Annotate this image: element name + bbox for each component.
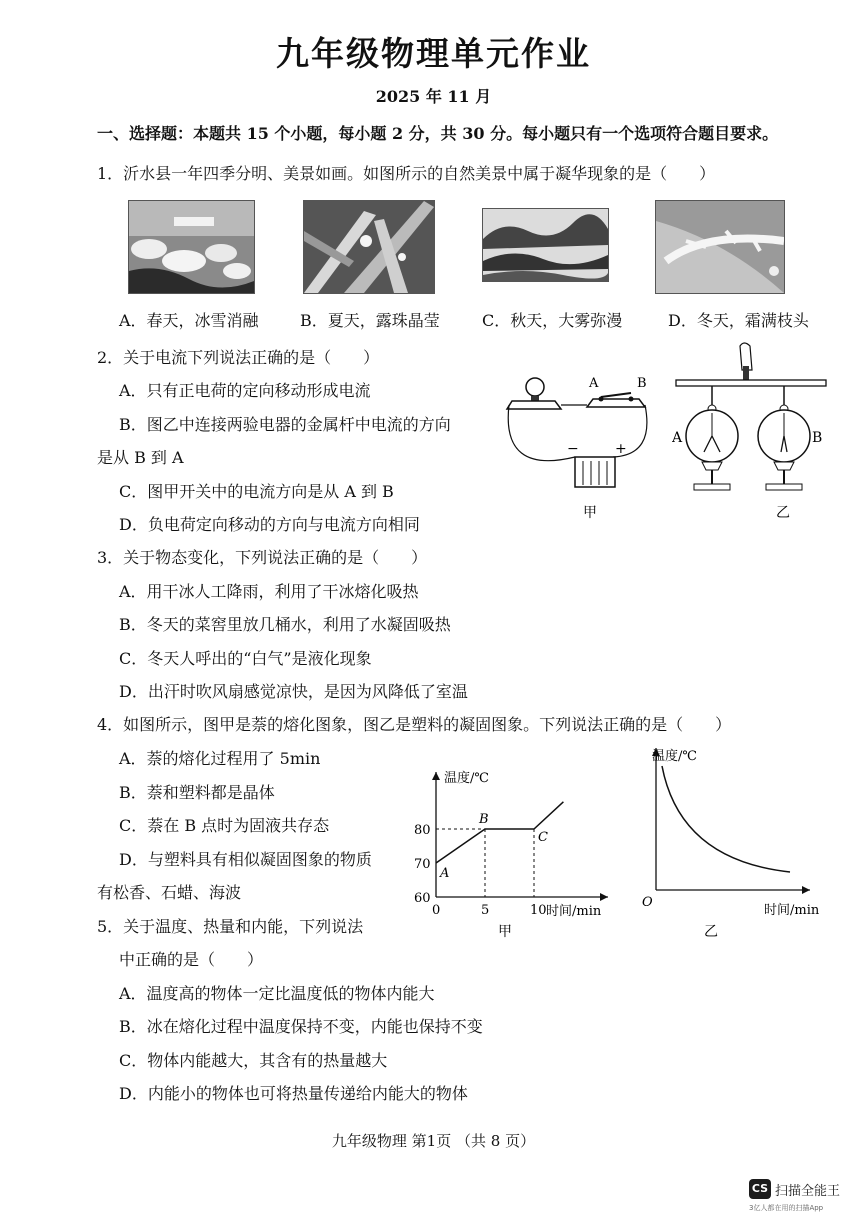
switch-label-b: B: [637, 376, 647, 391]
chart-yi-caption: 乙: [704, 924, 718, 940]
q2-option-b-line2: 是从 B 到 A: [97, 448, 184, 467]
chart-jia-caption: 甲: [498, 924, 512, 940]
electroscope-b: [758, 386, 810, 490]
scanner-watermark: [749, 1179, 849, 1219]
figure-yi-caption: 乙: [776, 505, 790, 521]
q4-stem: 4．如图所示，图甲是萘的熔化图象，图乙是塑料的凝固图象。下列说法正确的是（ ）: [97, 715, 732, 734]
q4-option-d-line2: 有松香、石蜡、海波: [97, 883, 242, 902]
point-label-a: A: [440, 866, 450, 881]
q5-stem-line2: 中正确的是（ ）: [119, 950, 264, 969]
point-label-b: B: [479, 812, 489, 827]
q1-photo-b: [303, 200, 435, 294]
q3-option-a: A．用干冰人工降雨，利用了干冰熔化吸热: [119, 582, 419, 601]
q4-option-c: C．萘在 B 点时为固液共存态: [119, 816, 330, 835]
dew-drops-image: [304, 201, 434, 293]
q3-option-b: B．冬天的菜窖里放几桶水，利用了水凝固吸热: [119, 615, 451, 634]
x-tick-label: 0: [432, 903, 441, 918]
battery-plus-label: +: [615, 441, 627, 457]
q2-circuit-figure: [505, 365, 665, 535]
bulb-icon: [507, 378, 561, 409]
q2-option-a: A．只有正电荷的定向移动形成电流: [119, 381, 371, 400]
q1-photo-c: [482, 208, 609, 282]
battery-icon: [575, 457, 615, 487]
y-tick-label: 70: [414, 857, 431, 872]
q2-stem: 2．关于电流下列说法正确的是（ ）: [97, 348, 380, 367]
origin-label: O: [642, 895, 653, 910]
q1-option-a: A．春天，冰雪消融: [119, 311, 259, 330]
ice-melting-image: [129, 201, 254, 293]
section-heading: 一、选择题：本题共 15 个小题，每小题 2 分，共 30 分。每小题只有一个选项符合题目要求。: [97, 124, 779, 143]
watermark-name: 扫描全能王: [775, 1184, 841, 1199]
fog-mountains-image: [483, 209, 608, 281]
x-tick-label: 10: [530, 903, 547, 918]
x-axis-label: 时间/min: [764, 903, 820, 918]
q1-photo-d: [655, 200, 785, 294]
electroscope-label-a: A: [672, 430, 683, 446]
q3-option-c: C．冬天人呼出的“白气”是液化现象: [119, 649, 372, 668]
y-tick-label: 60: [414, 891, 431, 906]
naphthalene-melting-chart: [410, 760, 625, 945]
q1-option-d: D．冬天，霜满枝头: [668, 311, 809, 330]
y-tick-label: 80: [414, 823, 431, 838]
q2-option-d: D．负电荷定向移动的方向与电流方向相同: [119, 515, 420, 534]
page-footer: 九年级物理 第1页 （共 8 页）: [331, 1132, 536, 1150]
q3-stem: 3．关于物态变化，下列说法正确的是（ ）: [97, 548, 428, 567]
watermark-slogan: 3亿人都在用的扫描App: [749, 1204, 824, 1212]
cs-logo-icon: CS: [749, 1179, 771, 1199]
page-title: 九年级物理单元作业: [276, 34, 591, 73]
electroscope-a: [686, 386, 738, 490]
q3-option-d: D．出汗时吹风扇感觉凉快，是因为风降低了室温: [119, 682, 468, 701]
q5-option-a: A．温度高的物体一定比温度低的物体内能大: [119, 984, 435, 1003]
y-axis-label: 温度/℃: [652, 749, 697, 764]
q1-photo-a: [128, 200, 255, 294]
q4-option-b: B．萘和塑料都是晶体: [119, 783, 275, 802]
hand-icon: [740, 343, 752, 380]
switch-icon: [587, 393, 645, 407]
frost-branch-image: [656, 201, 784, 293]
switch-label-a: A: [589, 376, 599, 391]
point-label-c: C: [538, 830, 548, 845]
q4-option-d-line1: D．与塑料具有相似凝固图象的物质: [119, 850, 372, 869]
battery-minus-label: −: [567, 441, 579, 457]
x-tick-label: 5: [481, 903, 490, 918]
q1-stem: 1．沂水县一年四季分明、美景如画。如图所示的自然美景中属于凝华现象的是（ ）: [97, 164, 716, 183]
q1-option-b: B．夏天，露珠晶莹: [300, 311, 440, 330]
q5-option-c: C．物体内能越大，其含有的热量越大: [119, 1051, 388, 1070]
q1-option-c: C．秋天，大雾弥漫: [482, 311, 623, 330]
q2-electroscope-figure: [672, 340, 832, 535]
q5-option-b: B．冰在熔化过程中温度保持不变，内能也保持不变: [119, 1017, 483, 1036]
q5-stem-line1: 5．关于温度、热量和内能，下列说法: [97, 917, 364, 936]
electroscope-label-b: B: [812, 430, 823, 446]
plastic-solidification-chart: [640, 740, 835, 945]
document-date: 2025 年 11 月: [375, 87, 492, 106]
q5-option-d: D．内能小的物体也可将热量传递给内能大的物体: [119, 1084, 468, 1103]
x-axis-label: 时间/min: [546, 904, 602, 919]
q2-option-c: C．图甲开关中的电流方向是从 A 到 B: [119, 482, 394, 501]
y-axis-label: 温度/℃: [444, 771, 489, 786]
figure-jia-caption: 甲: [583, 505, 597, 521]
q4-option-a: A．萘的熔化过程用了 5min: [119, 749, 321, 768]
q2-option-b-line1: B．图乙中连接两验电器的金属杆中电流的方向: [119, 415, 451, 434]
cooling-curve: [662, 766, 790, 872]
